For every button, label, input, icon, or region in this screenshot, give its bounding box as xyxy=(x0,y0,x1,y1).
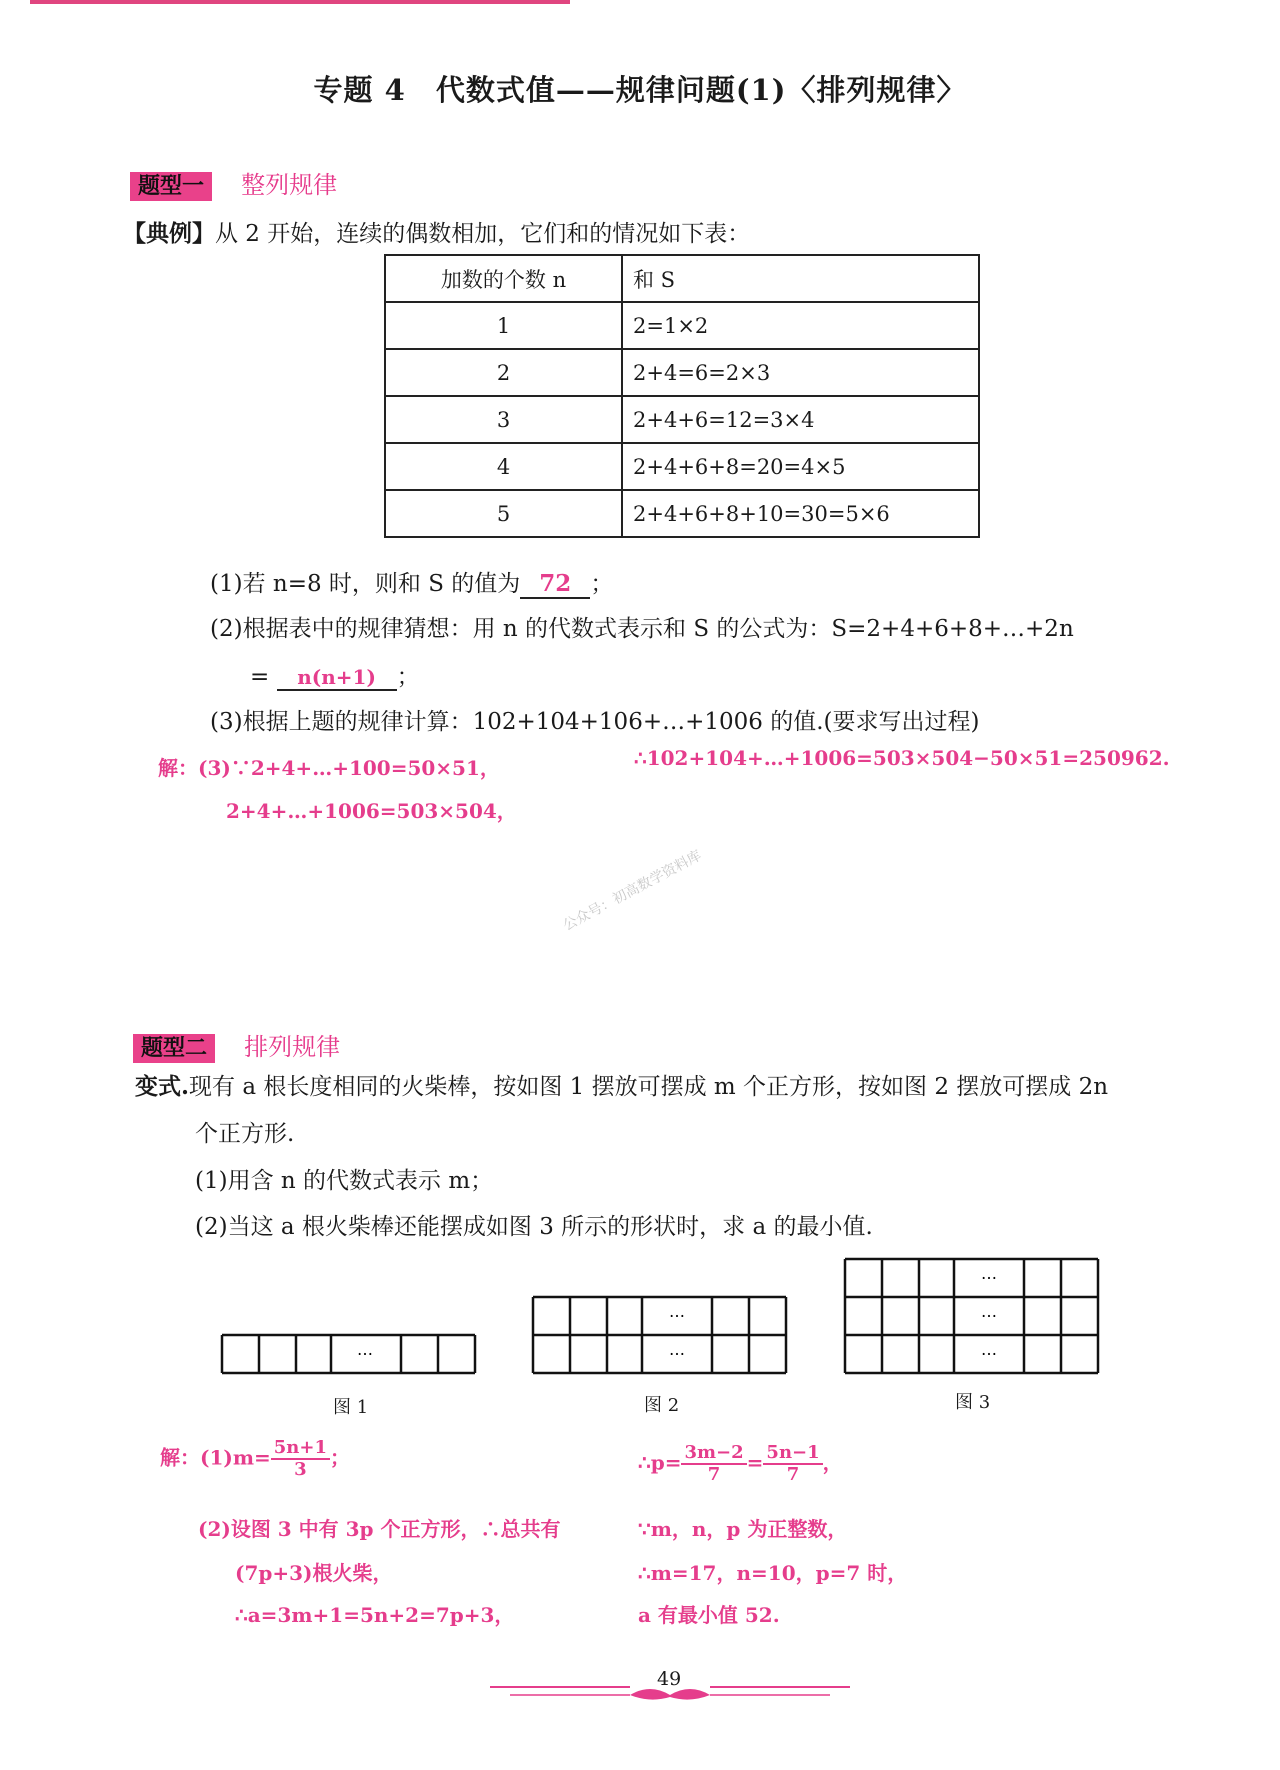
figure-2-ellipsis: … xyxy=(669,1302,685,1321)
q1-suffix: ； xyxy=(590,571,614,597)
example-text: 从 2 开始，连续的偶数相加，它们和的情况如下表： xyxy=(215,221,751,247)
watermark: 公众号：初高数学资料库 xyxy=(560,847,705,935)
question-2-answer-line xyxy=(250,658,420,691)
table-row xyxy=(385,396,979,443)
top-color-bar xyxy=(30,0,570,4)
figure-3-ellipsis: … xyxy=(981,1264,997,1283)
variant-question-1: (1)用含 n 的代数式表示 m； xyxy=(195,1168,494,1194)
sol1-suffix: ； xyxy=(329,1445,350,1470)
figure-3-ellipsis: … xyxy=(981,1302,997,1321)
solr-prefix: ∴p= xyxy=(638,1450,682,1475)
section1-title: 整列规律 xyxy=(241,171,338,199)
fraction-denominator: 7 xyxy=(707,1463,721,1485)
section1-header xyxy=(130,165,337,200)
fraction-denominator: 7 xyxy=(786,1463,800,1485)
q1-answer: 72 xyxy=(520,570,590,599)
sum-table xyxy=(384,254,980,538)
table-cell: 2+4+6+8=20=4×5 xyxy=(622,443,979,490)
solution-line-3: ∴102+104+…+1006=503×504−50×51=250962. xyxy=(634,746,1170,770)
section2-tag: 题型二 xyxy=(133,1034,215,1063)
sol1-prefix: 解：(1)m= xyxy=(160,1445,271,1470)
section2-title: 排列规律 xyxy=(244,1033,341,1061)
page-title: 专题 4 代数式值——规律问题(1)〈排列规律〉 xyxy=(313,73,967,107)
page-number: 49 xyxy=(657,1668,682,1690)
fraction-numerator: 5n+1 xyxy=(271,1438,330,1460)
question-1 xyxy=(210,565,613,599)
table-cell: 5 xyxy=(385,490,622,537)
table-row xyxy=(385,490,979,537)
table-cell: 4 xyxy=(385,443,622,490)
q2-suffix: ； xyxy=(396,664,420,690)
variant-solution-right-1 xyxy=(638,1443,843,1485)
fraction-numerator: 3m−2 xyxy=(681,1443,746,1465)
table-cell: 2+4+6=12=3×4 xyxy=(622,396,979,443)
figure-3-label: 图 3 xyxy=(955,1392,991,1413)
variant-text-1: 现有 a 根长度相同的火柴棒，按如图 1 摆放可摆成 m 个正方形，按如图 2 摆放可摆成 2n xyxy=(189,1074,1109,1100)
table-cell: 1 xyxy=(385,302,622,349)
figure-2-label: 图 2 xyxy=(644,1395,680,1416)
figure-3-ellipsis: … xyxy=(981,1340,997,1359)
variant-question-2: (2)当这 a 根火柴棒还能摆成如图 3 所示的形状时，求 a 的最小值. xyxy=(195,1214,873,1240)
solr-eq: = xyxy=(746,1450,764,1475)
question-3: (3)根据上题的规律计算：102+104+106+…+1006 的值.(要求写出过程) xyxy=(210,709,980,735)
variant-solution-2-line-2: (7p+3)根火柴， xyxy=(235,1561,393,1585)
figure-1 xyxy=(222,1335,475,1373)
solution-line-2: 2+4+…+1006=503×504， xyxy=(226,799,517,823)
fraction-numerator: 5n−1 xyxy=(763,1443,822,1465)
solr-suffix: ， xyxy=(822,1450,843,1475)
sol1-fraction xyxy=(271,1438,330,1480)
variant-solution-right-3: ∴m=17，n=10，p=7 时， xyxy=(638,1561,908,1585)
figure-2 xyxy=(533,1297,786,1373)
variant-solution-2-line-1: (2)设图 3 中有 3p 个正方形，∴总共有 xyxy=(198,1517,561,1541)
figure-1-ellipsis: … xyxy=(357,1340,373,1359)
example-intro xyxy=(123,215,750,248)
variant-solution-right-4: a 有最小值 52. xyxy=(638,1603,780,1627)
variant-solution-right-2: ∵m，n，p 为正整数， xyxy=(638,1517,848,1541)
table-cell: 3 xyxy=(385,396,622,443)
q1-prefix: (1)若 n=8 时，则和 S 的值为 xyxy=(210,571,521,597)
variant-line-1 xyxy=(135,1068,1108,1101)
example-label: 【典例】 xyxy=(123,220,215,247)
question-2: (2)根据表中的规律猜想：用 n 的代数式表示和 S 的公式为：S=2+4+6+8+…+2n xyxy=(210,616,1074,642)
variant-label: 变式. xyxy=(135,1073,190,1100)
table-cell: 2 xyxy=(385,349,622,396)
variant-solution-1 xyxy=(160,1438,350,1480)
figure-3 xyxy=(845,1259,1098,1373)
table-cell: 2=1×2 xyxy=(622,302,979,349)
figure-1-label: 图 1 xyxy=(333,1397,369,1418)
section1-tag: 题型一 xyxy=(130,172,212,201)
variant-line-2: 个正方形. xyxy=(195,1121,295,1147)
variant-solution-2-line-3: ∴a=3m+1=5n+2=7p+3， xyxy=(235,1603,515,1627)
table-row xyxy=(385,302,979,349)
q2-eq: = xyxy=(250,664,270,690)
q2-answer: n(n+1) xyxy=(277,665,397,691)
solution-line-1: 解：(3)∵2+4+…+100=50×51， xyxy=(158,756,500,780)
figure-2-ellipsis: … xyxy=(669,1340,685,1359)
table-header-s: 和 S xyxy=(622,255,979,302)
table-cell: 2+4+6+8+10=30=5×6 xyxy=(622,490,979,537)
table-row xyxy=(385,443,979,490)
table-header-n: 加数的个数 n xyxy=(385,255,622,302)
fraction-denominator: 3 xyxy=(294,1458,307,1480)
table-header-row xyxy=(385,255,979,302)
solr-fraction-2 xyxy=(763,1443,822,1485)
section2-header xyxy=(133,1027,340,1062)
table-row xyxy=(385,349,979,396)
solr-fraction-1 xyxy=(681,1443,746,1485)
table-cell: 2+4=6=2×3 xyxy=(622,349,979,396)
